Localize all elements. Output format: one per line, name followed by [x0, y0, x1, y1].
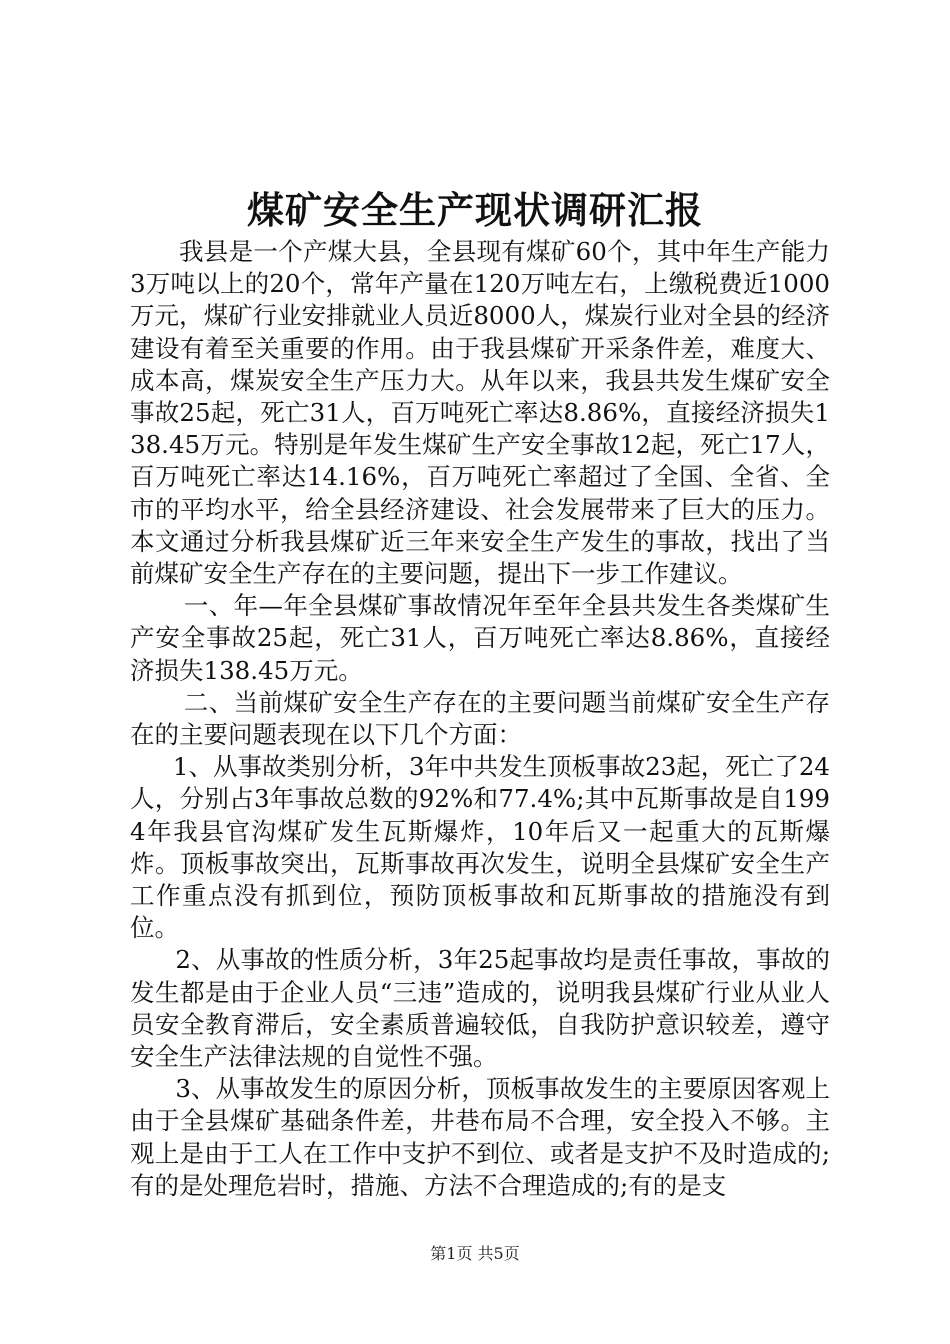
page-footer: 第1页 共5页 [430, 1244, 520, 1263]
paragraph-section-1: 一、年—年全县煤矿事故情况年至年全县共发生各类煤矿生产安全事故25起，死亡31人，百万吨死亡率达8.86%，直接经济损失138.45万元。 [130, 591, 830, 685]
paragraph-section-2: 二、当前煤矿安全生产存在的主要问题当前煤矿安全生产存在的主要问题表现在以下几个方面： [130, 687, 830, 750]
paragraph-item-3: 3、从事故发生的原因分析，顶板事故发生的主要原因客观上由于全县煤矿基础条件差，井巷布局不合理，安全投入不够。主观上是由于工人在工作中支护不到位、或者是支护不及时造成的;有的是处理危岩时，措施、方法不合理造成的;有的是支 [130, 1074, 830, 1200]
document-body [130, 236, 830, 1202]
paragraph-intro: 我县是一个产煤大县，全县现有煤矿60个，其中年生产能力3万吨以上的20个，常年产量在120万吨左右，上缴税费近1000万元，煤矿行业安排就业人员近8000人，煤炭行业对全县的经济建设有着至关重要的作用。由于我县煤矿开采条件差，难度大、成本高，煤炭安全生产压力大。从年以来，我县共发生煤矿安全事故25起，死亡31人，百万吨死亡率达8.86%，直接经济损失138.45万元。特别是年发生煤矿生产安全事故12起，死亡17人，百万吨死亡率达14.16%，百万吨死亡率超过了全国、全省、全市的平均水平，给全县经济建设、社会发展带来了巨大的压力。本文通过分析我县煤矿近三年来安全生产发生的事故，找出了当前煤矿安全生产存在的主要问题，提出下一步工作建议。 [130, 237, 830, 589]
document-title: 煤矿安全生产现状调研汇报 [247, 188, 703, 232]
paragraph-item-1: 1、从事故类别分析，3年中共发生顶板事故23起，死亡了24人，分别占3年事故总数的92%和77.4%;其中瓦斯事故是自1994年我县官沟煤矿发生瓦斯爆炸，10年后又一起重大的瓦斯爆炸。顶板事故突出，瓦斯事故再次发生，说明全县煤矿安全生产工作重点没有抓到位，预防顶板事故和瓦斯事故的措施没有到位。 [130, 752, 830, 943]
paragraph-item-2: 2、从事故的性质分析，3年25起事故均是责任事故，事故的发生都是由于企业人员“三违”造成的，说明我县煤矿行业从业人员安全教育滞后，安全素质普遍较低，自我防护意识较差，遵守安全生产法律法规的自觉性不强。 [130, 945, 830, 1072]
